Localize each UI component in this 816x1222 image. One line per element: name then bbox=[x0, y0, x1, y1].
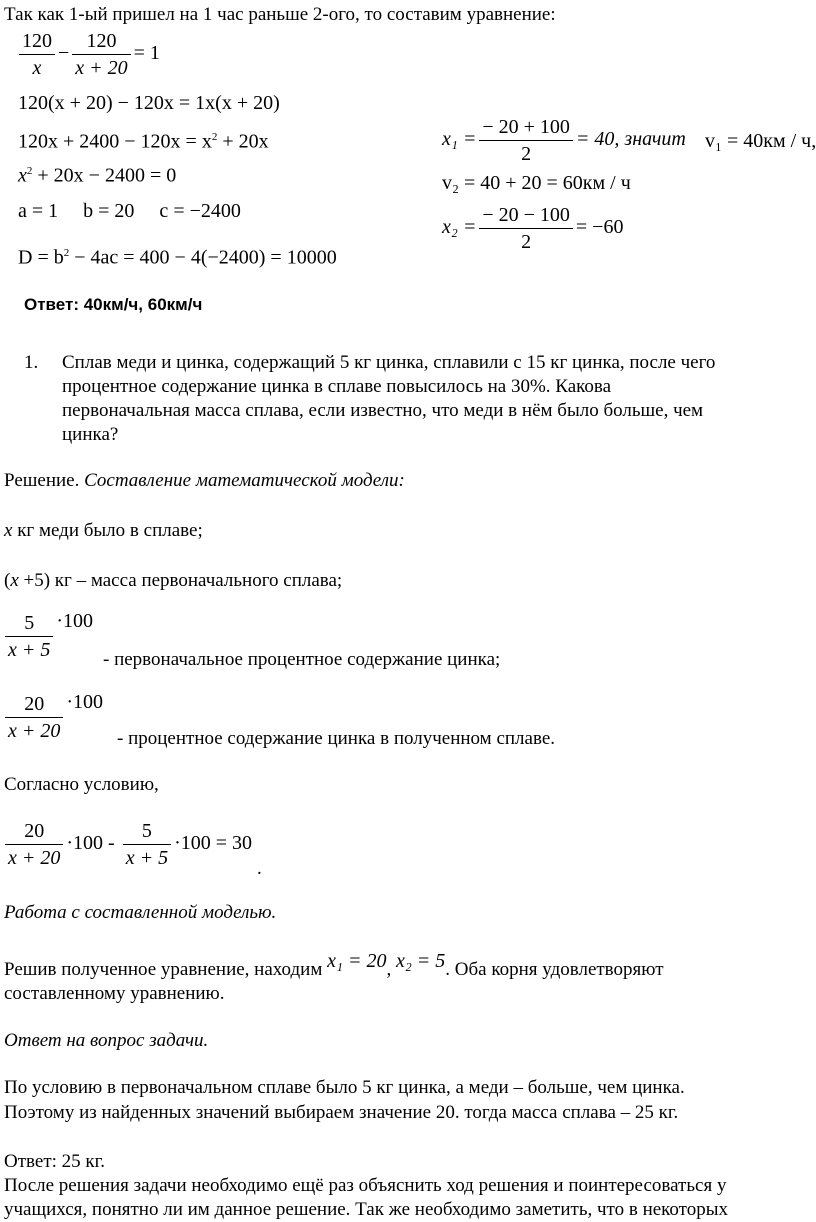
numerator: 5 bbox=[24, 612, 35, 634]
answer-1: Ответ: 40км/ч, 60км/ч bbox=[24, 295, 203, 314]
part: Решение. bbox=[4, 470, 85, 491]
task-line: цинка? bbox=[62, 424, 119, 445]
part: x bbox=[18, 164, 27, 187]
percent-final-formula bbox=[2, 693, 103, 742]
part: = −60 bbox=[575, 216, 624, 239]
condition-text: Согласно условию, bbox=[4, 774, 159, 795]
conclusion-line: Поэтому из найденных значений выбираем значение 20. тогда масса сплава – 25 кг. bbox=[4, 1102, 679, 1123]
part: x₂ = bbox=[442, 216, 477, 239]
final-answer: Ответ: 25 кг. bbox=[4, 1151, 106, 1172]
part: , bbox=[386, 959, 396, 980]
denominator: x bbox=[32, 57, 42, 79]
work-heading bbox=[4, 902, 276, 924]
denominator: x + 20 bbox=[8, 720, 61, 742]
denominator: 2 bbox=[479, 228, 573, 253]
equation-3 bbox=[18, 126, 269, 153]
numerator: − 20 − 100 bbox=[482, 204, 570, 226]
part: x bbox=[4, 520, 13, 541]
equation-1 bbox=[16, 30, 160, 79]
part: ( bbox=[4, 570, 11, 591]
roots-text bbox=[4, 950, 664, 981]
task-number: 1. bbox=[24, 352, 39, 373]
percent-initial-formula bbox=[2, 612, 93, 661]
numerator: 120 bbox=[22, 30, 52, 52]
variable-definition bbox=[4, 520, 203, 542]
main-equation bbox=[2, 820, 252, 869]
numerator: − 20 + 100 bbox=[482, 116, 570, 138]
numerator: 120 bbox=[86, 30, 117, 52]
denominator: 2 bbox=[479, 140, 573, 165]
percent-initial-text: - первоначальное процентное содержание цинка; bbox=[103, 649, 501, 670]
coefficients: a = 1 b = 20 c = −2400 bbox=[18, 200, 241, 222]
mass-definition bbox=[4, 570, 342, 592]
multiplier: ·100 bbox=[66, 691, 104, 714]
roots-text-2: составленному уравнению. bbox=[4, 983, 225, 1004]
root-x2 bbox=[442, 204, 623, 253]
equation-4 bbox=[18, 160, 176, 187]
multiplier: ·100 bbox=[56, 610, 94, 633]
period: . bbox=[257, 858, 262, 879]
part: + 20x − 2400 = 0 bbox=[32, 164, 177, 187]
part: D = b bbox=[18, 246, 64, 269]
part: = 40, значит bbox=[575, 128, 686, 151]
root-2: x₂ = 5 bbox=[395, 950, 446, 972]
discriminant bbox=[18, 242, 337, 269]
numerator: 20 bbox=[24, 820, 45, 842]
part: Ответ на вопрос задачи. bbox=[4, 1030, 209, 1051]
task-line: процентное содержание цинка в сплаве повысилось на 30%. Какова bbox=[62, 376, 612, 397]
exponent: 2 bbox=[63, 247, 70, 259]
rhs: = 1 bbox=[133, 42, 160, 65]
footer-line: После решения задачи необходимо ещё раз объяснить ход решения и поинтересоваться у bbox=[4, 1175, 727, 1196]
speed-v1: v₁ = 40км / ч, bbox=[705, 130, 816, 152]
task-line: Сплав меди и цинка, содержащий 5 кг цинка, сплавили с 15 кг цинка, после чего bbox=[62, 352, 716, 373]
exponent: 2 bbox=[26, 165, 33, 177]
denominator: x + 5 bbox=[125, 847, 169, 869]
footer-line: учащихся, понятно ли им данное решение. Так же необходимо заметить, что в некоторых bbox=[4, 1199, 729, 1220]
part: кг меди было в сплаве; bbox=[12, 520, 203, 541]
part: . Оба корня удовлетворяют bbox=[445, 959, 664, 980]
part: +5) кг – масса первоначального сплава; bbox=[18, 570, 343, 591]
part: Работа с составленной моделью. bbox=[4, 902, 277, 923]
part: x₁ = bbox=[442, 128, 477, 151]
root-x1 bbox=[442, 116, 686, 165]
task-line: первоначальная масса сплава, если известно, что меди в нём было больше, чем bbox=[62, 400, 704, 421]
intro-text: Так как 1-ый пришел на 1 час раньше 2-ого, то составим уравнение: bbox=[4, 4, 556, 25]
denominator: x + 20 bbox=[8, 847, 61, 869]
part: x bbox=[10, 570, 19, 591]
part: − 4ac = 400 − 4(−2400) = 10000 bbox=[69, 246, 337, 269]
root-1: x₁ = 20 bbox=[327, 950, 387, 972]
denominator: x + 5 bbox=[8, 639, 51, 661]
equation-2: 120(x + 20) − 120x = 1x(x + 20) bbox=[18, 92, 280, 114]
part: Составление математической модели: bbox=[84, 470, 405, 491]
numerator: 20 bbox=[24, 693, 45, 715]
exponent: 2 bbox=[211, 131, 218, 143]
part: ·100 = 30 bbox=[174, 832, 253, 855]
speed-v2: v₂ = 40 + 20 = 60км / ч bbox=[442, 172, 631, 194]
solution-heading bbox=[4, 470, 405, 492]
part: Решив полученное уравнение, находим bbox=[4, 959, 328, 980]
part: 120x + 2400 − 120x = x bbox=[18, 130, 212, 153]
conclusion-line: По условию в первоначальном сплаве было 5 кг цинка, а меди – больше, чем цинка. bbox=[4, 1077, 685, 1098]
part: ·100 - bbox=[66, 832, 115, 855]
part: + 20x bbox=[217, 130, 269, 153]
answer-heading bbox=[4, 1030, 208, 1052]
numerator: 5 bbox=[141, 820, 152, 842]
percent-final-text: - процентное содержание цинка в полученном сплаве. bbox=[117, 728, 556, 749]
minus: − bbox=[58, 42, 70, 65]
denominator: x + 20 bbox=[75, 57, 128, 79]
